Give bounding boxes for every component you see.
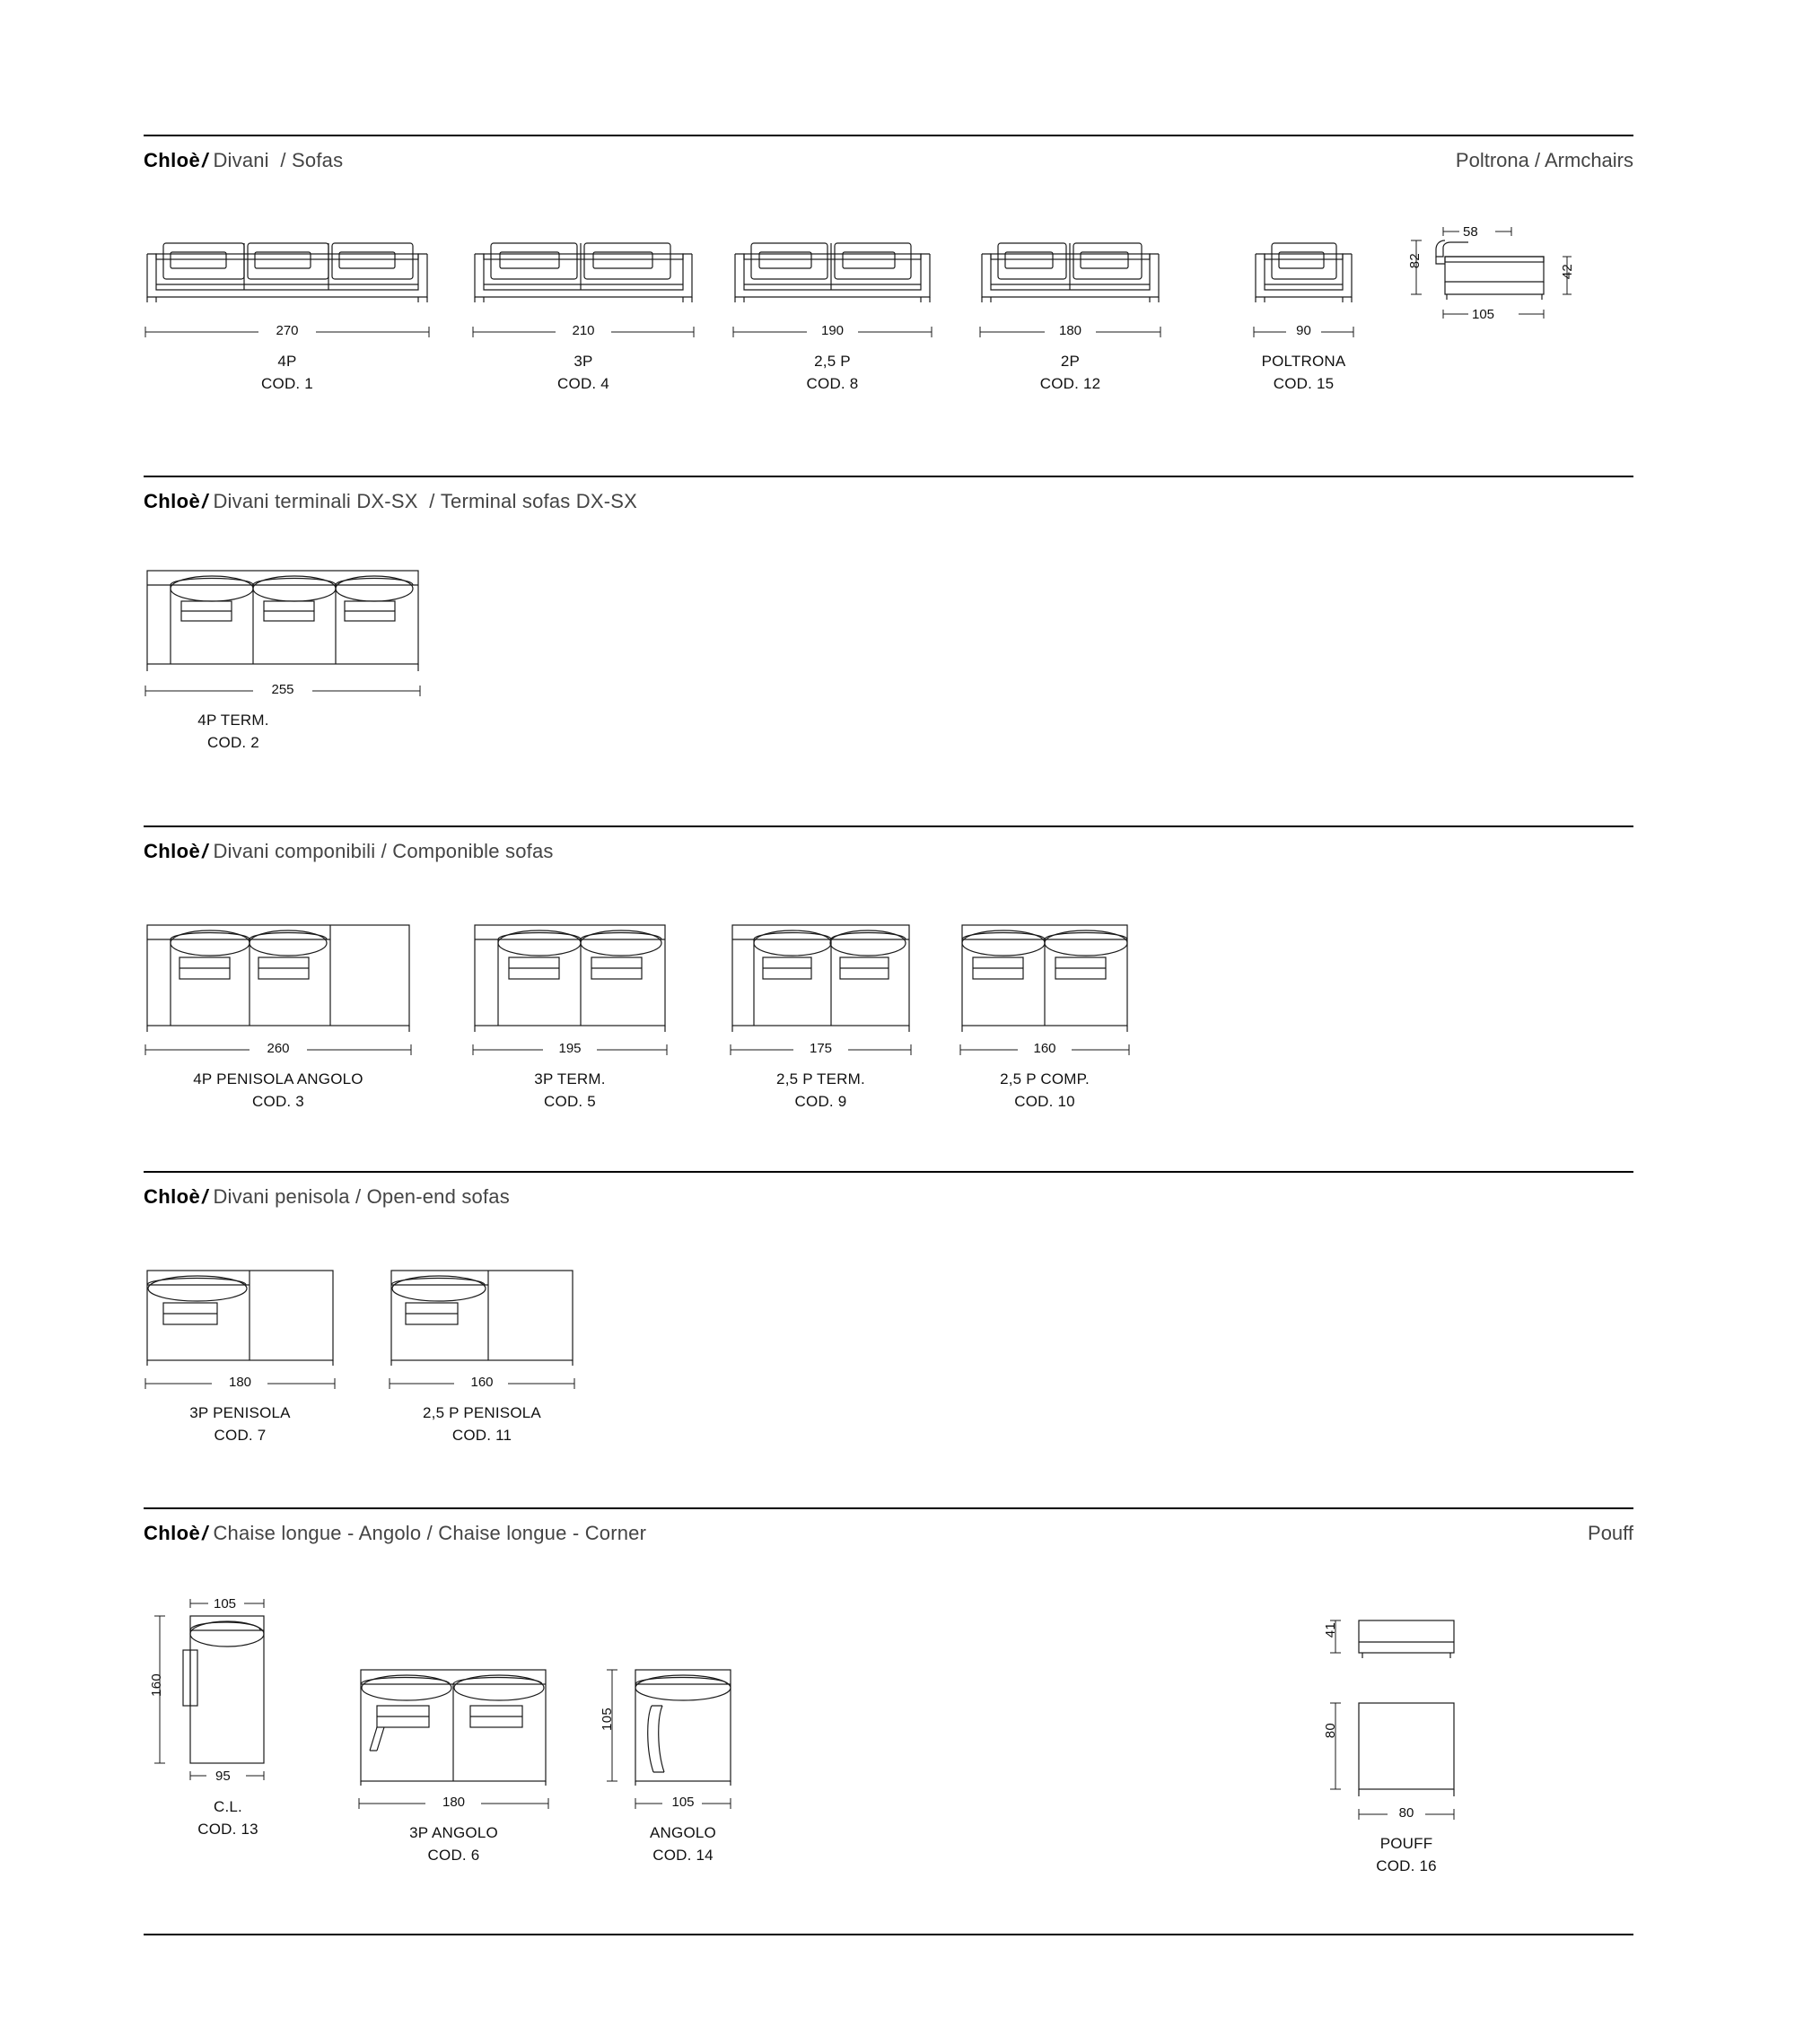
item-name: 2,5 P COMP. (1000, 1070, 1090, 1088)
caption-3p-term (471, 1068, 669, 1113)
item-chaise-longue (144, 1593, 337, 1838)
drawing-3p-angolo (357, 1664, 550, 1786)
dimension-row-2-5p-penisola (388, 1375, 576, 1398)
caption-3p-angolo (357, 1821, 550, 1866)
item-4p (144, 229, 431, 395)
item-3p-term (471, 920, 669, 1113)
drawing-2-5p-comp (959, 920, 1131, 1032)
item-name: POLTRONA (1261, 353, 1346, 370)
drawing-poltrona (1252, 229, 1355, 314)
width-label: 90 (1296, 323, 1311, 338)
width-label: 105 (671, 1795, 695, 1810)
item-name: C.L. (214, 1798, 242, 1815)
depth-label: 80 (1323, 1723, 1338, 1739)
dimension-row-poltrona (1252, 323, 1355, 346)
dimension-row-3p (471, 323, 696, 346)
section-header-terminal (144, 477, 1633, 513)
drawing-3p (471, 229, 696, 314)
section-header-chaise (144, 1509, 1633, 1545)
caption-2-5p-comp (959, 1068, 1131, 1113)
drawing-angolo (592, 1664, 736, 1786)
width-label: 260 (267, 1041, 290, 1056)
dimension-row-pouff (1357, 1805, 1456, 1829)
width-label: 180 (228, 1375, 252, 1390)
section-title-sep: / (429, 490, 435, 512)
section-title (144, 1185, 510, 1209)
section-title-en: Chaise longue - Corner (438, 1522, 647, 1544)
caption-2-5p-term (729, 1068, 913, 1113)
width-label: 175 (809, 1041, 833, 1056)
caption-4p-term (144, 709, 323, 754)
item-3p-angolo (357, 1664, 550, 1866)
item-name: 4P PENISOLA ANGOLO (193, 1070, 363, 1088)
drawing-pouff-side (1301, 1606, 1508, 1678)
caption-4p (144, 350, 431, 395)
item-2-5p-comp (959, 920, 1131, 1113)
item-name: 3P (574, 353, 593, 370)
section-header-open-end (144, 1173, 1633, 1209)
item-2p (978, 229, 1162, 395)
item-name: 3P ANGOLO (409, 1824, 498, 1841)
dimension-row-4p (144, 323, 431, 346)
side-height-label: 41 (1323, 1622, 1338, 1638)
side-base-label: 105 (1472, 307, 1495, 322)
side-depth-label: 58 (1463, 224, 1478, 240)
item-name: 3P PENISOLA (189, 1404, 291, 1421)
section-sofas (144, 135, 1633, 172)
width-label: 80 (1398, 1805, 1414, 1821)
width-label: 180 (442, 1795, 466, 1810)
section-title-en: Sofas (292, 149, 344, 171)
width-label: 160 (470, 1375, 494, 1390)
item-name: 3P TERM. (534, 1070, 606, 1088)
drawing-pouff-plan (1301, 1698, 1508, 1796)
item-code: COD. 14 (652, 1847, 714, 1864)
drawing-chaise-longue (144, 1593, 337, 1786)
item-name: ANGOLO (650, 1824, 716, 1841)
slash-icon: / (202, 1522, 208, 1544)
item-3p (471, 229, 696, 395)
item-code: COD. 3 (252, 1093, 304, 1110)
caption-2-5p-penisola (388, 1402, 576, 1446)
drawing-4p (144, 229, 431, 314)
item-code: COD. 4 (557, 375, 609, 392)
brand-label: Chloè (144, 1185, 201, 1208)
caption-poltrona (1252, 350, 1355, 395)
section-divider (144, 1934, 1633, 1935)
dimension-row-2-5p-comp (959, 1041, 1131, 1064)
section-title-sep: / (381, 840, 387, 862)
drawing-2p (978, 229, 1162, 314)
drawing-3p-penisola (144, 1265, 337, 1366)
slash-icon: / (202, 490, 208, 512)
section-title-it: Divani (213, 149, 269, 171)
item-name: 2,5 P (814, 353, 851, 370)
item-name: 4P TERM. (197, 712, 269, 729)
dimension-row-3p-term (471, 1041, 669, 1064)
width-label: 195 (558, 1041, 582, 1056)
section-componible-sofas (144, 825, 1633, 863)
brand-label: Chloè (144, 1522, 201, 1544)
section-open-end-sofas (144, 1171, 1633, 1209)
width-label: 210 (572, 323, 595, 338)
slash-icon: / (202, 149, 208, 171)
item-code: COD. 11 (451, 1427, 512, 1444)
item-4p-term (144, 565, 422, 754)
drawing-2-5p-term (729, 920, 913, 1032)
section-right-label: Poltrona / Armchairs (1455, 149, 1633, 171)
item-2-5p-term (729, 920, 913, 1113)
section-chaise-longue-corner (144, 1507, 1633, 1545)
dimension-row-3p-penisola (144, 1375, 337, 1398)
item-2-5p (731, 229, 933, 395)
item-3p-penisola (144, 1265, 337, 1446)
caption-2p (978, 350, 1162, 395)
item-code: COD. 8 (806, 375, 859, 392)
item-name: 2,5 P TERM. (776, 1070, 865, 1088)
dimension-row-3p-angolo (357, 1795, 550, 1818)
drawing-4p-term (144, 565, 422, 673)
slash-icon: / (202, 1185, 208, 1208)
section-title-it: Chaise longue - Angolo (213, 1522, 422, 1544)
height-label: 160 (149, 1673, 164, 1697)
item-code: COD. 13 (197, 1821, 258, 1838)
brand-label: Chloè (144, 840, 201, 862)
slash-icon: / (202, 840, 208, 862)
section-title (144, 149, 343, 172)
caption-pouff (1357, 1832, 1456, 1877)
section-title-en: Open-end sofas (366, 1185, 510, 1208)
item-code: COD. 1 (261, 375, 313, 392)
dimension-row-2-5p (731, 323, 933, 346)
caption-4p-penisola (144, 1068, 413, 1113)
section-title-en: Terminal sofas DX-SX (440, 490, 638, 512)
section-title (144, 1522, 646, 1545)
drawing-3p-term (471, 920, 669, 1032)
caption-2-5p (731, 350, 933, 395)
item-code: COD. 12 (1039, 375, 1101, 392)
side-seat-height-label: 42 (1560, 264, 1575, 280)
section-title-sep: / (426, 1522, 433, 1544)
item-code: COD. 7 (214, 1427, 267, 1444)
item-name: 2P (1060, 353, 1081, 370)
item-2-5p-penisola (388, 1265, 576, 1446)
width-label: 95 (215, 1769, 231, 1784)
item-code: COD. 5 (544, 1093, 596, 1110)
depth-label: 105 (214, 1596, 237, 1612)
item-name: POUFF (1379, 1835, 1433, 1852)
caption-chaise-longue (190, 1795, 266, 1840)
drawing-4p-penisola-angolo (144, 920, 413, 1032)
section-title (144, 840, 554, 863)
width-label: 255 (271, 682, 294, 697)
drawing-armchair-side-view (1400, 224, 1616, 332)
item-pouff (1301, 1606, 1508, 1877)
item-poltrona (1252, 229, 1355, 395)
width-label: 160 (1033, 1041, 1056, 1056)
item-code: COD. 2 (207, 734, 259, 751)
item-name: 4P (277, 353, 297, 370)
dimension-row-4p-term (144, 682, 422, 705)
section-title (144, 490, 637, 513)
height-label: 105 (600, 1708, 615, 1731)
section-title-it: Divani penisola (213, 1185, 350, 1208)
dimension-row-angolo (634, 1795, 732, 1818)
dimension-row-2-5p-term (729, 1041, 913, 1064)
dimension-row-4p-penisola (144, 1041, 413, 1064)
section-title-en: Componible sofas (392, 840, 554, 862)
item-angolo (592, 1664, 736, 1866)
caption-3p-penisola (144, 1402, 337, 1446)
width-label: 180 (1058, 323, 1082, 338)
section-terminal-sofas (144, 476, 1633, 513)
item-code: COD. 10 (1014, 1093, 1075, 1110)
drawing-2-5p-penisola (388, 1265, 576, 1366)
caption-angolo (634, 1821, 732, 1866)
section-header-sofas (144, 136, 1633, 172)
item-code: COD. 9 (794, 1093, 847, 1110)
section-header-componible (144, 827, 1633, 863)
drawing-2-5p (731, 229, 933, 314)
section-title-sep: / (355, 1185, 362, 1208)
item-code: COD. 16 (1376, 1857, 1437, 1874)
page-bottom-divider (144, 1934, 1633, 1935)
side-height-label: 82 (1407, 253, 1423, 269)
section-title-it: Divani terminali DX-SX (213, 490, 418, 512)
section-title-it: Divani componibili (213, 840, 376, 862)
item-4p-penisola-angolo (144, 920, 413, 1113)
item-code: COD. 15 (1273, 375, 1335, 392)
width-label: 190 (820, 323, 845, 338)
section-title-sep: / (280, 149, 286, 171)
item-name: 2,5 P PENISOLA (423, 1404, 541, 1421)
brand-label: Chloè (144, 149, 201, 171)
item-code: COD. 6 (427, 1847, 480, 1864)
brand-label: Chloè (144, 490, 201, 512)
dimension-row-2p (978, 323, 1162, 346)
caption-3p (471, 350, 696, 395)
width-label: 270 (276, 323, 299, 338)
section-right-label: Pouff (1588, 1522, 1633, 1544)
